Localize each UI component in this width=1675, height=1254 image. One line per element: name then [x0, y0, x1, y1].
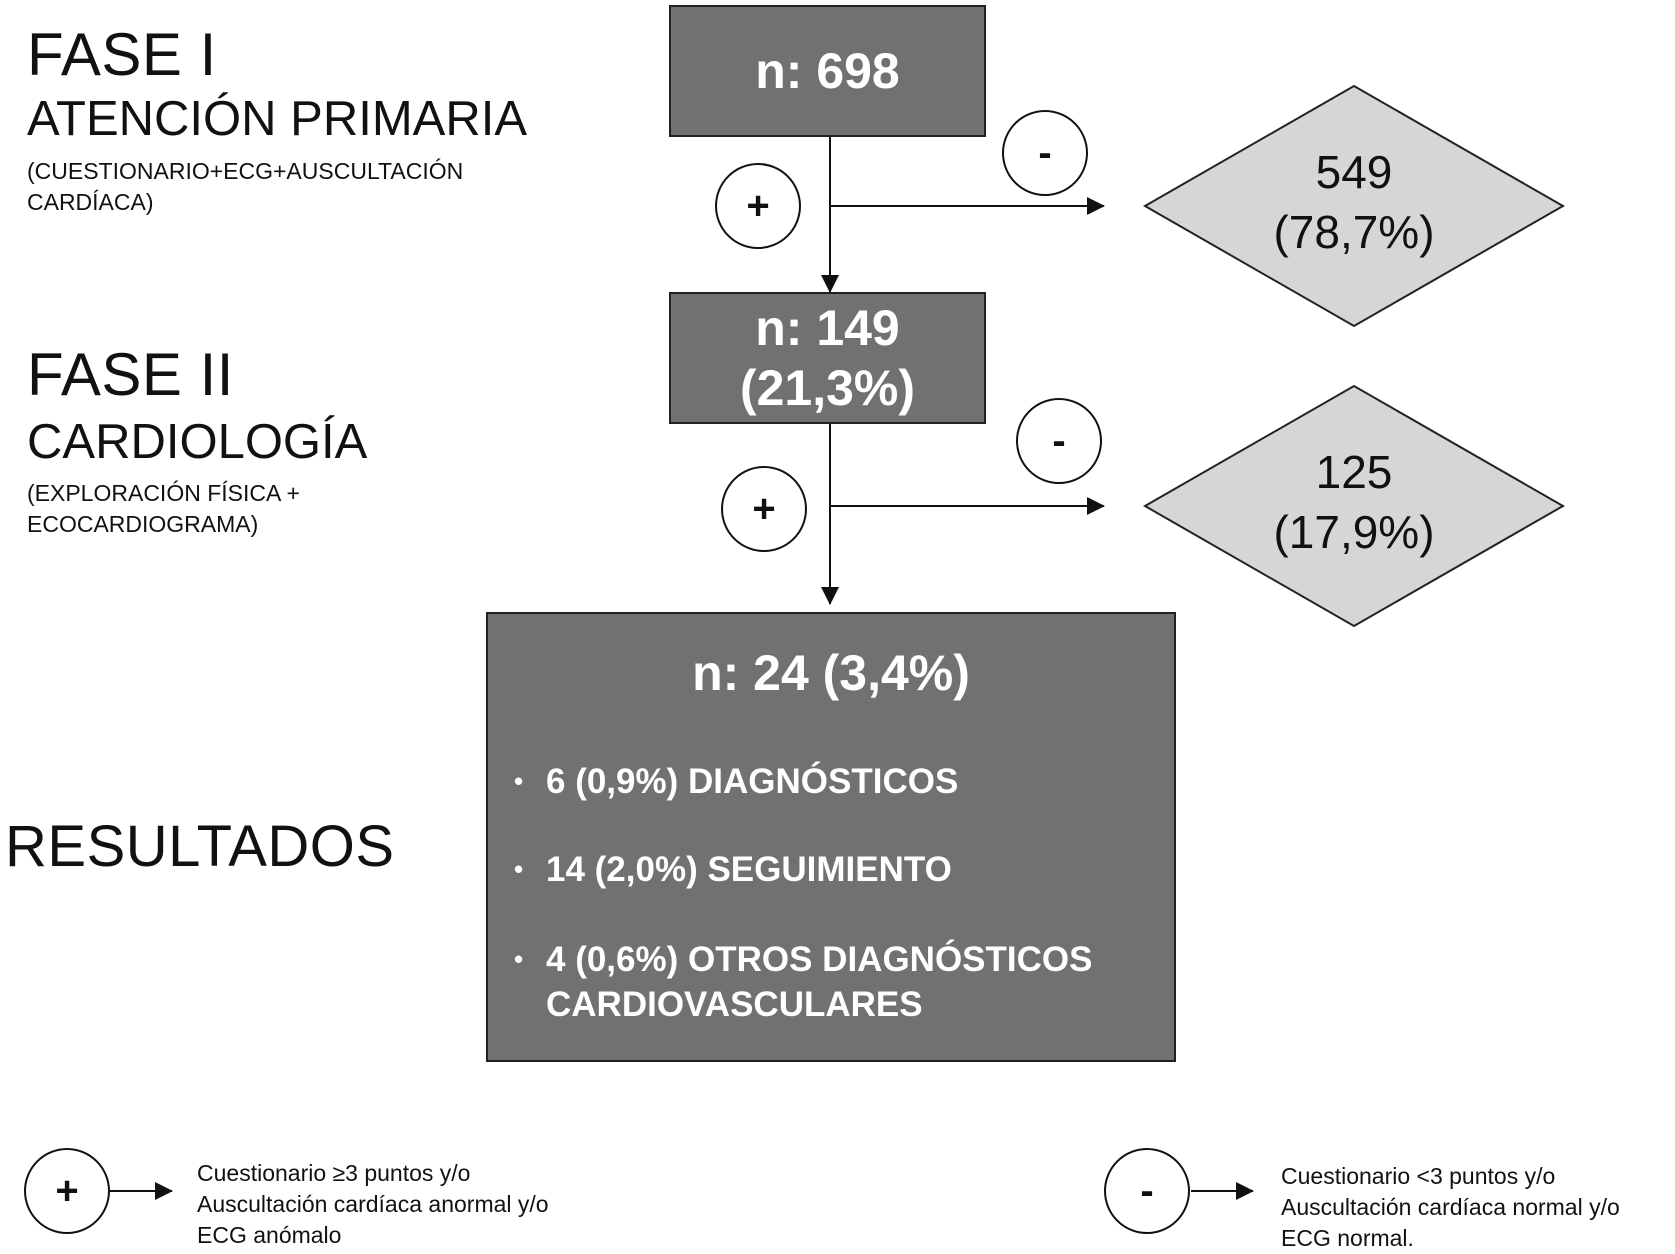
- phase2-note: (EXPLORACIÓN FÍSICA + ECOCARDIOGRAMA): [27, 480, 300, 537]
- legend-negative-line: Auscultación cardíaca normal y/o: [1281, 1194, 1620, 1220]
- bullet-icon: •: [514, 854, 524, 884]
- diamond-phase1-percent: (78,7%): [1273, 205, 1435, 258]
- phase1-count: n: 698: [755, 43, 900, 99]
- legend-positive-line: Cuestionario ≥3 puntos y/o: [197, 1160, 471, 1186]
- phase2-count-box: [669, 292, 986, 424]
- phase1-subtitle: ATENCIÓN PRIMARIA: [27, 92, 528, 146]
- results-item-otros-line2: CARDIOVASCULARES: [546, 985, 923, 1024]
- phase1-note: (CUESTIONARIO+ECG+AUSCULTACIÓN CARDÍACA): [27, 158, 464, 215]
- phase2-subtitle: CARDIOLOGÍA: [27, 415, 368, 469]
- legend-positive-line: Auscultación cardíaca anormal y/o: [197, 1191, 549, 1217]
- legend-negative-text: [1281, 1161, 1620, 1254]
- phase1-count-box: [669, 5, 986, 137]
- results-item-diagnosticos: 6 (0,9%) DIAGNÓSTICOS: [546, 762, 959, 801]
- phase2-title: FASE II: [27, 341, 234, 408]
- diamond-phase2-percent: (17,9%): [1273, 505, 1435, 558]
- diamond-phase1-label: [1204, 143, 1504, 263]
- results-box: [486, 612, 1176, 1062]
- legend-negative-line: Cuestionario <3 puntos y/o: [1281, 1163, 1556, 1189]
- phase2-count: n: 149: [755, 300, 900, 356]
- diamond-phase1-count: 549: [1315, 146, 1393, 198]
- legend-negative-sign: -: [1104, 1148, 1190, 1234]
- legend-positive-line: ECG anómalo: [197, 1222, 342, 1248]
- results-item: [488, 847, 952, 892]
- bullet-icon: •: [514, 766, 524, 796]
- negative-sign-phase1: -: [1002, 110, 1088, 196]
- legend-negative-line: ECG normal.: [1281, 1225, 1414, 1251]
- phase2-percent: (21,3%): [739, 360, 916, 416]
- diamond-phase2-count: 125: [1315, 446, 1393, 498]
- results-item-seguimiento: 14 (2,0%) SEGUIMIENTO: [546, 850, 952, 889]
- results-item: [488, 759, 958, 804]
- legend-positive-sign: +: [24, 1148, 110, 1234]
- results-item: [488, 937, 1092, 1027]
- results-title: RESULTADOS: [5, 814, 395, 879]
- bullet-icon: •: [514, 944, 524, 974]
- positive-sign-phase2: +: [721, 466, 807, 552]
- legend-positive-text: [197, 1158, 549, 1251]
- results-item-otros-line1: 4 (0,6%) OTROS DIAGNÓSTICOS: [546, 940, 1093, 979]
- diamond-phase2-label: [1204, 443, 1504, 563]
- negative-sign-phase2: -: [1016, 398, 1102, 484]
- results-count: n: 24 (3,4%): [692, 645, 970, 701]
- positive-sign-phase1: +: [715, 163, 801, 249]
- phase1-title: FASE I: [27, 21, 217, 88]
